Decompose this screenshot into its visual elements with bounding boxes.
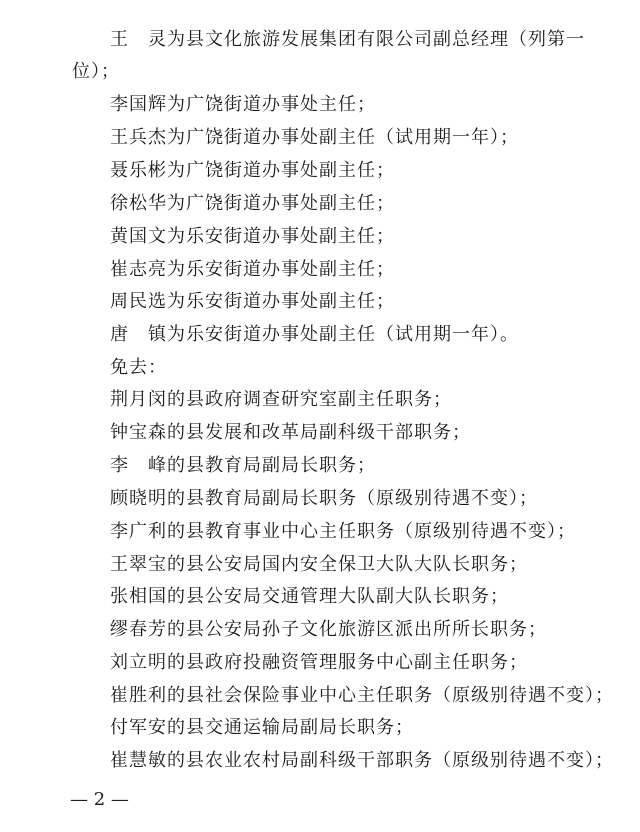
text-line: 崔胜利的县社会保险事业中心主任职务（原级别待遇不变）； bbox=[110, 685, 614, 706]
text-line: 徐松华为广饶街道办事处副主任； bbox=[110, 193, 395, 214]
text-line: 荆月闵的县政府调查研究室副主任职务； bbox=[110, 389, 452, 410]
text-line: 张相国的县公安局交通管理大队副大队长职务； bbox=[110, 586, 509, 607]
text-line: 周民选为乐安街道办事处副主任； bbox=[110, 291, 395, 312]
text-line: 缪春芳的县公安局孙子文化旅游区派出所所长职务； bbox=[110, 619, 547, 640]
text-line: 崔慧敏的县农业农村局副科级干部职务（原级别待遇不变）； bbox=[110, 750, 614, 771]
text-line: 李广利的县教育事业中心主任职务（原级别待遇不变）； bbox=[110, 521, 576, 542]
text-line: 刘立明的县政府投融资管理服务中心副主任职务； bbox=[110, 652, 528, 673]
text-line: 位）； bbox=[72, 61, 120, 82]
text-line: 聂乐彬为广饶街道办事处副主任； bbox=[110, 160, 395, 181]
text-line: 唐 镇为乐安街道办事处副主任（试用期一年）。 bbox=[110, 324, 519, 345]
text-line: 王 灵为县文化旅游发展集团有限公司副总经理（列第一 bbox=[110, 29, 585, 50]
text-line: 顾晓明的县教育局副局长职务（原级别待遇不变）； bbox=[110, 488, 538, 509]
page-number: — 2 — bbox=[70, 789, 129, 810]
text-line: 崔志亮为乐安街道办事处副主任； bbox=[110, 259, 395, 280]
text-line: 李国辉为广饶街道办事处主任； bbox=[110, 94, 376, 115]
text-line: 钟宝森的县发展和改革局副科级干部职务； bbox=[110, 422, 471, 443]
text-line: 王兵杰为广饶街道办事处副主任（试用期一年）； bbox=[110, 127, 519, 148]
text-line: 黄国文为乐安街道办事处副主任； bbox=[110, 226, 395, 247]
text-line: 李 峰的县教育局副局长职务； bbox=[110, 455, 376, 476]
section-heading: 免去： bbox=[110, 357, 167, 378]
text-line: 王翠宝的县公安局国内安全保卫大队大队长职务； bbox=[110, 554, 528, 575]
text-line: 付军安的县交通运输局副局长职务； bbox=[110, 717, 414, 738]
